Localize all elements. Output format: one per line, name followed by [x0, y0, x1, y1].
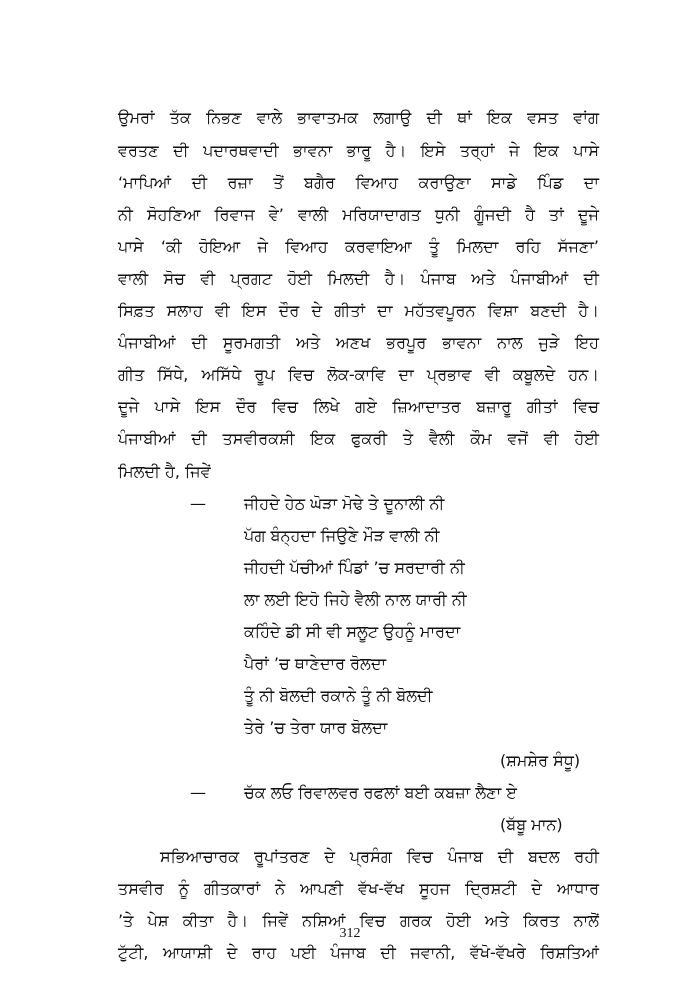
quote-dash: —: [190, 494, 206, 513]
verse-line: ਤੇਰੇ ’ਚ ਤੇਰਾ ਯਾਰ ਬੋਲਦਾ: [244, 718, 388, 737]
quote-dash: —: [190, 783, 206, 802]
page-number: 312: [339, 926, 361, 941]
verse-line: ਕਹਿੰਦੇ ਡੀ ਸੀ ਵੀ ਸਲੂਟ ਉਹਨੂੰ ਮਾਰਦਾ: [244, 622, 461, 641]
paragraph-line: ਵਾਲੀ ਸੋਚ ਵੀ ਪ੍ਰਗਟ ਹੋਈ ਮਿਲਦੀ ਹੈ। ਪੰਜਾਬ ਅਤੇ ਪੰਜਾਬੀਆਂ ਦੀ: [118, 269, 599, 288]
paragraph-line: ਗੀਤ ਸਿੱਧੇ, ਅਸਿੱਧੇ ਰੂਪ ਵਿਚ ਲੋਕ-ਕਾਵਿ ਦਾ ਪ੍ਰਭਾਵ ਵੀ ਕਬੂਲਦੇ ਹਨ।: [118, 365, 599, 384]
paragraph-line: ਨੀ ਸੋਹਣਿਆ ਰਿਵਾਜ ਵੇ’ ਵਾਲੀ ਮਰਿਯਾਦਾਗਤ ਧੁਨੀ ਗੂੰਜਦੀ ਹੈ ਤਾਂ ਦੂਜੇ: [118, 205, 599, 224]
paragraph-line: ਪੰਜਾਬੀਆਂ ਦੀ ਸੂਰਮਗਤੀ ਅਤੇ ਅਣਖ ਭਰਪੂਰ ਭਾਵਨਾ ਨਾਲ ਜੁੜੇ ਇਹ: [118, 333, 599, 352]
paragraph-line: ਮਿਲਦੀ ਹੈ, ਜਿਵੇਂ: [118, 462, 211, 481]
paragraph-line: ਉਮਰਾਂ ਤੱਕ ਨਿਭਣ ਵਾਲੇ ਭਾਵਾਤਮਕ ਲਗਾਉ ਦੀ ਥਾਂ ਇਕ ਵਸਤ ਵਾਂਗ: [118, 108, 599, 127]
paragraph-line: ‘ਮਾਪਿਆਂ ਦੀ ਰਜ਼ਾ ਤੋਂ ਬਗੈਰ ਵਿਆਹ ਕਰਾਉਣਾ ਸਾਡੇ ਪਿੰਡ ਦਾ: [118, 173, 599, 192]
paragraph-line: ਸਿਫ਼ਤ ਸਲਾਹ ਵੀ ਇਸ ਦੌਰ ਦੇ ਗੀਤਾਂ ਦਾ ਮਹੱਤਵਪੂਰਨ ਵਿਸ਼ਾ ਬਣਦੀ ਹੈ।: [118, 301, 599, 320]
paragraph-line: ਟੁੱਟੀ, ਆਯਾਸ਼ੀ ਦੇ ਰਾਹ ਪਈ ਪੰਜਾਬ ਦੀ ਜਵਾਨੀ, ਵੱਖੋ-ਵੱਖਰੇ ਰਿਸ਼ਤਿਆਂ: [118, 943, 599, 962]
verse-line: ਲਾ ਲਈ ਇਹੋ ਜਿਹੇ ਵੈਲੀ ਨਾਲ ਯਾਰੀ ਨੀ: [244, 590, 467, 609]
verse-line: ਜੀਹਦੇ ਹੇਠ ਘੋੜਾ ਮੋਢੇ ਤੇ ਦੂਨਾਲੀ ਨੀ: [244, 494, 445, 513]
paragraph-line: ਪੰਜਾਬੀਆਂ ਦੀ ਤਸਵੀਰਕਸ਼ੀ ਇਕ ਫੁਕਰੀ ਤੇ ਵੈਲੀ ਕੌਮ ਵਜੋਂ ਵੀ ਹੋਈ: [118, 429, 599, 448]
quote-credit: (ਬੱਬੂ ਮਾਨ): [500, 815, 563, 834]
verse-line: ਜੀਹਦੀ ਪੱਚੀਆਂ ਪਿੰਡਾਂ ’ਚ ਸਰਦਾਰੀ ਨੀ: [244, 558, 465, 577]
verse-line: ਪੈਰਾਂ ’ਚ ਥਾਣੇਦਾਰ ਰੋਲਦਾ: [244, 654, 387, 673]
quote-credit: (ਸ਼ਮਸ਼ੇਰ ਸੰਧੂ): [500, 751, 581, 770]
verse-line: ਪੱਗ ਬੰਨ੍ਹਦਾ ਜਿਉਣੇ ਮੌੜ ਵਾਲੀ ਨੀ: [244, 526, 440, 545]
paragraph-line: ’ਤੇ ਪੇਸ਼ ਕੀਤਾ ਹੈ। ਜਿਵੇਂ ਨਸ਼ਿਆਂ ਵਿਚ ਗਰਕ ਹੋਈ ਅਤੇ ਕਿਰਤ ਨਾਲੋਂ: [118, 911, 599, 930]
paragraph-line: ਤਸਵੀਰ ਨੂੰ ਗੀਤਕਾਰਾਂ ਨੇ ਆਪਣੀ ਵੱਖ-ਵੱਖ ਸੂਹਜ ਦ੍ਰਿਸ਼ਟੀ ਦੇ ਆਧਾਰ: [118, 879, 599, 898]
verse-line: ਚੱਕ ਲਓ ਰਿਵਾਲਵਰ ਰਫਲਾਂ ਬਈ ਕਬਜ਼ਾ ਲੈਣਾ ਏ: [244, 783, 517, 802]
paragraph-line: ਪਾਸੇ ‘ਕੀ ਹੋਇਆ ਜੇ ਵਿਆਹ ਕਰਵਾਇਆ ਤੂੰ ਮਿਲਦਾ ਰਹਿ ਸੱਜਣਾ’: [118, 237, 599, 256]
paragraph-line: ਦੂਜੇ ਪਾਸੇ ਇਸ ਦੌਰ ਵਿਚ ਲਿਖੇ ਗਏ ਜ਼ਿਆਦਾਤਰ ਬਜ਼ਾਰੂ ਗੀਤਾਂ ਵਿਚ: [118, 397, 599, 416]
verse-line: ਤੂੰ ਨੀ ਬੋਲਦੀ ਰਕਾਨੇ ਤੂੰ ਨੀ ਬੋਲਦੀ: [244, 686, 433, 705]
paragraph-line: ਵਰਤਣ ਦੀ ਪਦਾਰਥਵਾਦੀ ਭਾਵਨਾ ਭਾਰੂ ਹੈ। ਇਸੇ ਤਰ੍ਹਾਂ ਜੇ ਇਕ ਪਾਸੇ: [118, 141, 599, 160]
paragraph-line: ਸਭਿਆਚਾਰਕ ਰੂਪਾਂਤਰਣ ਦੇ ਪ੍ਰਸੰਗ ਵਿਚ ਪੰਜਾਬ ਦੀ ਬਦਲ ਰਹੀ: [160, 847, 599, 866]
